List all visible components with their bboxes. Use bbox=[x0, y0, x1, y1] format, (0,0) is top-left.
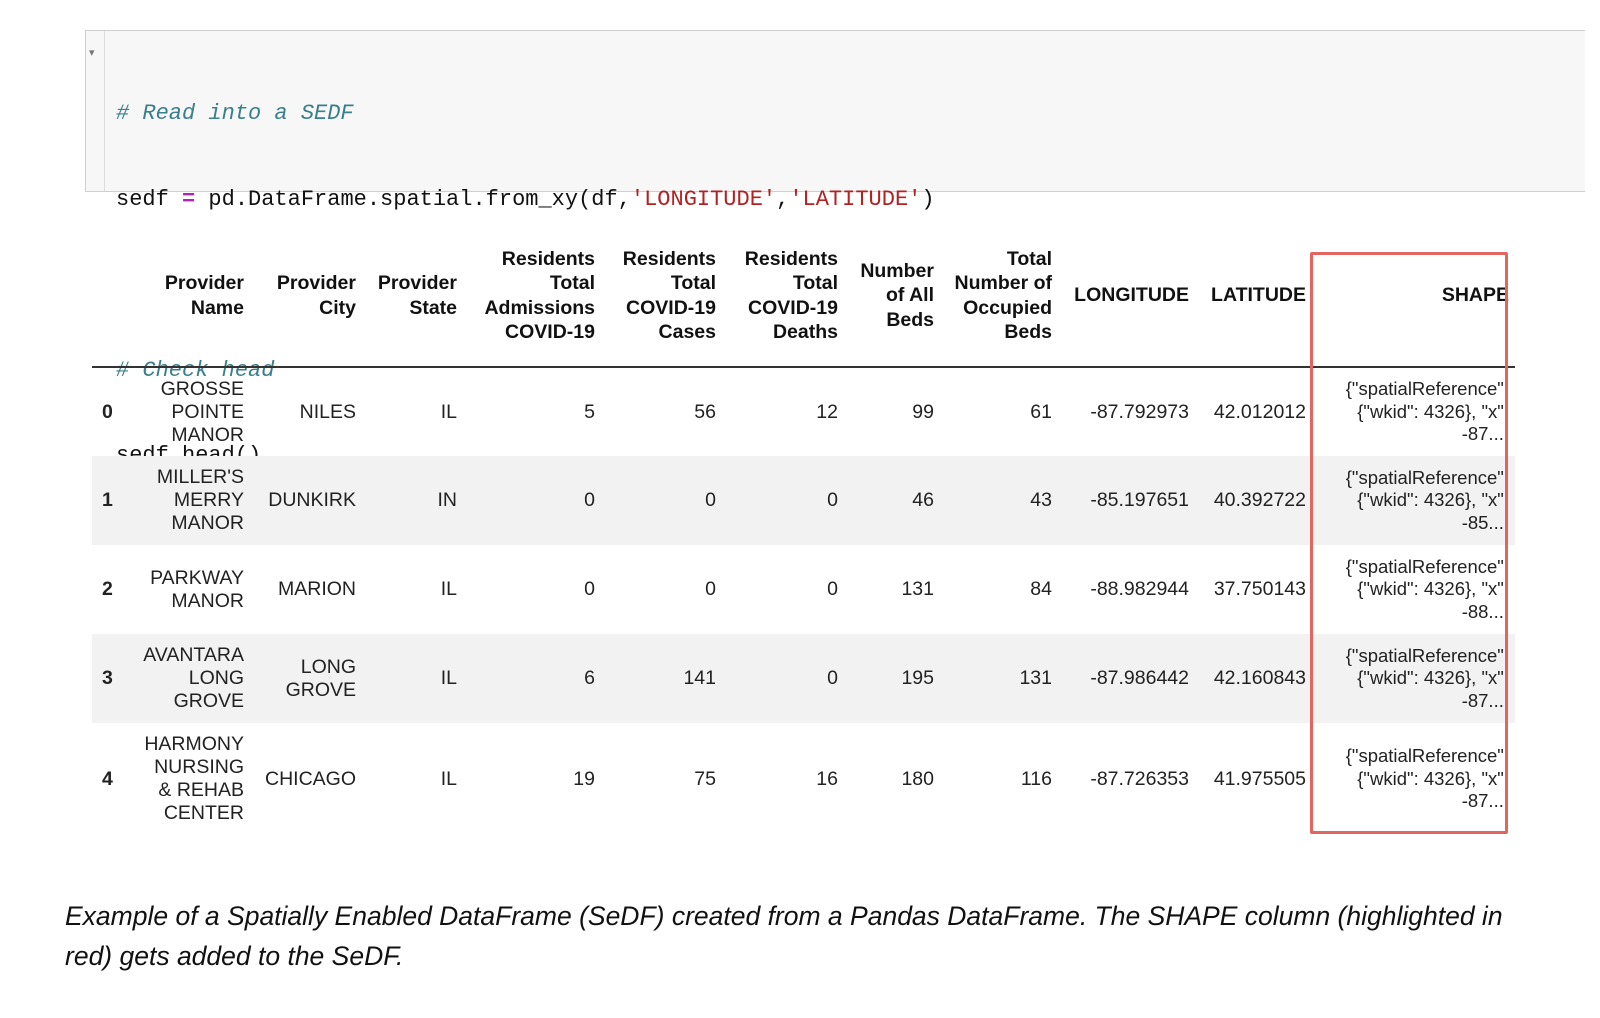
header-row bbox=[92, 225, 1515, 367]
table-cell: IN bbox=[362, 456, 463, 545]
table-cell: 0 bbox=[722, 634, 844, 723]
table-cell: 56 bbox=[694, 400, 716, 423]
table-cell: 19 bbox=[573, 767, 595, 790]
table-cell: -88.982944 bbox=[1090, 578, 1189, 600]
row-index: 4 bbox=[102, 767, 113, 790]
collapse-toggle-icon[interactable]: ▾ bbox=[89, 47, 95, 59]
table-cell: IL bbox=[362, 634, 463, 723]
table-cell: 180 bbox=[901, 767, 934, 790]
column-header: Number of All Beds bbox=[844, 225, 940, 367]
table-cell: 42.160843 bbox=[1195, 634, 1312, 723]
code-separator: , bbox=[776, 186, 790, 212]
table-cell: 131 bbox=[940, 634, 1058, 723]
table-cell: 0 bbox=[827, 578, 838, 600]
table-cell: 61 bbox=[1030, 400, 1052, 423]
table-cell: NILES bbox=[299, 400, 356, 423]
row-index: 0 bbox=[102, 400, 113, 423]
table-row bbox=[92, 723, 1515, 835]
table-cell: LONG GROVE bbox=[250, 634, 362, 723]
code-string-longitude: 'LONGITUDE' bbox=[630, 186, 777, 212]
table-cell: 84 bbox=[1030, 578, 1052, 600]
table-cell: IL bbox=[440, 767, 457, 790]
table-cell: 131 bbox=[901, 578, 934, 600]
table-cell: 37.750143 bbox=[1213, 578, 1306, 600]
code-line-2 bbox=[116, 186, 935, 215]
table-cell: 0 bbox=[463, 456, 601, 545]
table-cell: 40.392722 bbox=[1195, 456, 1312, 545]
column-header: Provider Name bbox=[130, 225, 250, 367]
table-cell: 6 bbox=[463, 634, 601, 723]
row-index: 1 bbox=[92, 456, 130, 545]
column-header: Residents Total COVID-19 Cases bbox=[601, 225, 722, 367]
column-header: Residents Total Admissions COVID-19 bbox=[463, 225, 601, 367]
table-cell: 41.975505 bbox=[1213, 767, 1306, 790]
table-cell: 42.012012 bbox=[1213, 400, 1306, 423]
cell-gutter bbox=[104, 31, 105, 191]
table-cell: 141 bbox=[601, 634, 722, 723]
table-cell: 75 bbox=[694, 767, 716, 790]
shape-column-header: SHAPE bbox=[1312, 225, 1515, 367]
table-cell: GROSSE POINTE MANOR bbox=[160, 377, 244, 446]
table-cell: 195 bbox=[844, 634, 940, 723]
column-header: Residents Total COVID-19 Deaths bbox=[722, 225, 844, 367]
shape-cell: {"spatialReference": {"wkid": 4326}, "x": -85.... bbox=[1312, 456, 1515, 545]
row-index: 3 bbox=[92, 634, 130, 723]
code-close-paren: ) bbox=[921, 186, 935, 212]
table-cell: MARION bbox=[278, 578, 356, 600]
dataframe-output bbox=[92, 225, 1515, 835]
table-cell: 5 bbox=[584, 400, 595, 423]
table-cell: 0 bbox=[584, 578, 595, 600]
table-row bbox=[92, 634, 1515, 723]
table-cell: 0 bbox=[722, 456, 844, 545]
table-cell: MILLER'S MERRY MANOR bbox=[130, 456, 250, 545]
table-cell: PARKWAY MANOR bbox=[150, 566, 244, 612]
table-cell: 0 bbox=[601, 456, 722, 545]
table-cell: AVANTARA LONG GROVE bbox=[130, 634, 250, 723]
code-comment: # Check head bbox=[116, 357, 275, 383]
column-header: LONGITUDE bbox=[1058, 225, 1195, 367]
shape-cell: {"spatialReference": {"wkid": 4326}, "x": -87.... bbox=[1345, 378, 1509, 445]
table-cell: -87.986442 bbox=[1058, 634, 1195, 723]
table-cell: 99 bbox=[912, 400, 934, 423]
table-cell: -87.792973 bbox=[1090, 400, 1189, 423]
table-cell: HARMONY NURSING & REHAB CENTER bbox=[144, 733, 244, 824]
column-header: Provider City bbox=[250, 225, 362, 367]
code-call: pd.DataFrame.spatial.from_xy(df, bbox=[195, 186, 631, 212]
code-line-1 bbox=[116, 100, 935, 129]
table-cell: -85.197651 bbox=[1058, 456, 1195, 545]
table-cell: 43 bbox=[940, 456, 1058, 545]
row-index: 2 bbox=[102, 578, 113, 600]
shape-cell: {"spatialReference": {"wkid": 4326}, "x": -88.... bbox=[1345, 555, 1509, 622]
table-row bbox=[92, 367, 1515, 456]
table-cell: 16 bbox=[816, 767, 838, 790]
table-cell: 0 bbox=[705, 578, 716, 600]
shape-cell: {"spatialReference": {"wkid": 4326}, "x": -87.... bbox=[1312, 634, 1515, 723]
table-cell: CHICAGO bbox=[264, 767, 356, 790]
column-header: Provider State bbox=[362, 225, 463, 367]
table-cell: 46 bbox=[844, 456, 940, 545]
table-cell: 116 bbox=[1020, 767, 1052, 790]
code-variable: sedf bbox=[116, 186, 183, 212]
table-cell: IL bbox=[440, 578, 457, 600]
column-header: Total Number of Occupied Beds bbox=[940, 225, 1058, 367]
column-header: LATITUDE bbox=[1195, 225, 1312, 367]
table-row bbox=[92, 456, 1515, 545]
code-operator: = bbox=[182, 186, 196, 212]
code-string-latitude: 'LATITUDE' bbox=[789, 186, 922, 212]
table-cell: 12 bbox=[816, 400, 838, 423]
table-cell: -87.726353 bbox=[1090, 767, 1189, 790]
figure-caption: Example of a Spatially Enabled DataFrame (SeDF) created from a Pandas DataFrame. The SHAPE column (highlighted in red) gets added to the SeDF. bbox=[65, 901, 1503, 971]
shape-cell: {"spatialReference": {"wkid": 4326}, "x": -87.... bbox=[1345, 745, 1509, 812]
index-header bbox=[92, 225, 130, 367]
table-cell: IL bbox=[440, 400, 457, 423]
table-cell: DUNKIRK bbox=[250, 456, 362, 545]
table-row bbox=[92, 545, 1515, 634]
code-comment: # Read into a SEDF bbox=[116, 101, 354, 126]
